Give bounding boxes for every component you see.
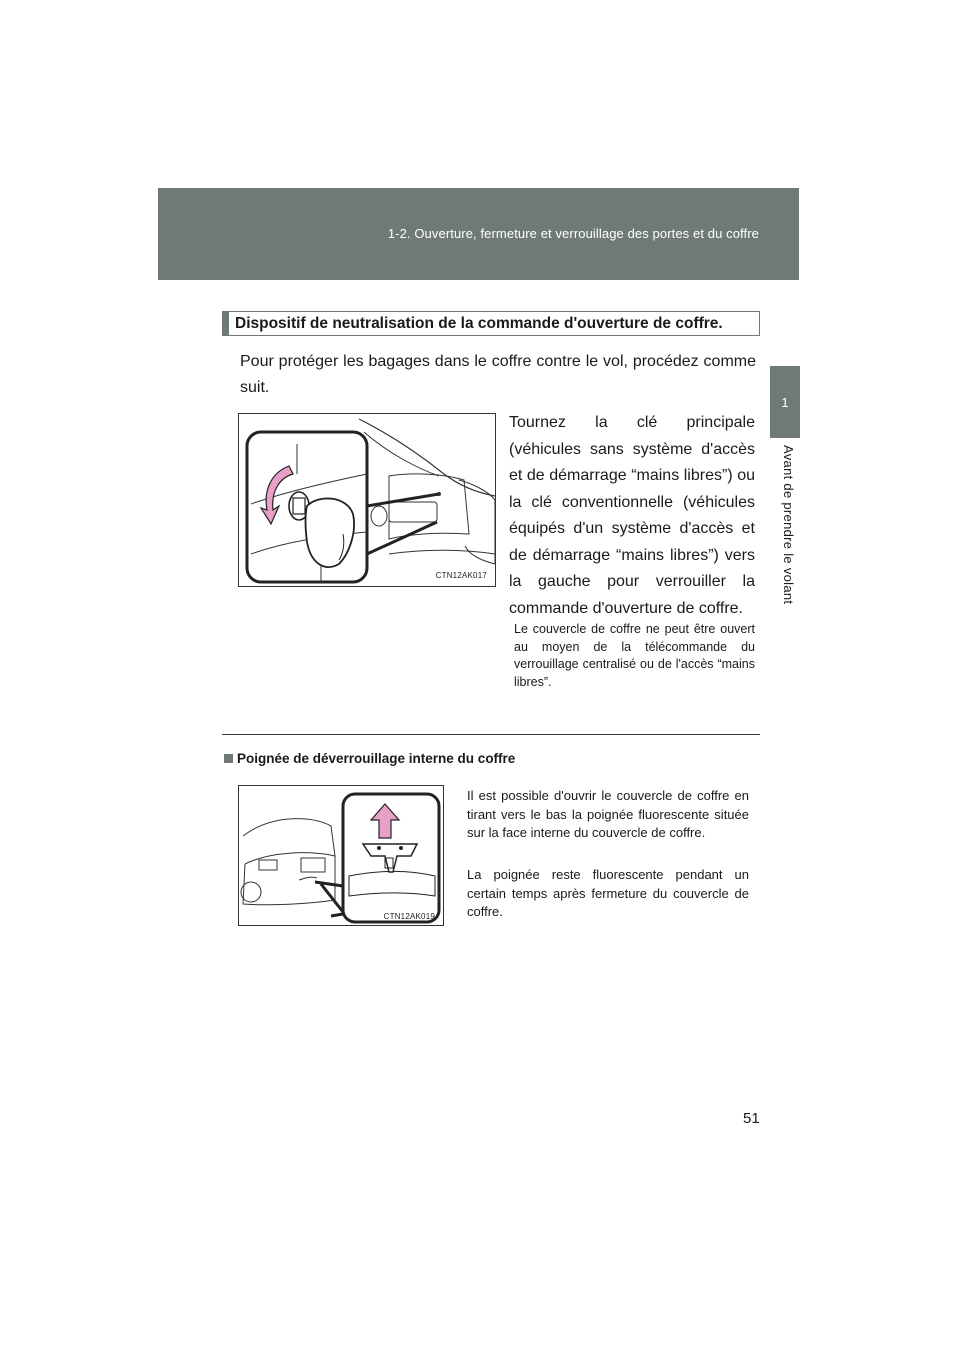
trunk-key-illustration: [238, 413, 496, 587]
handle-paragraph-1: Il est possible d'ouvrir le couvercle de coffre en tirant vers le bas la poignée fluorescente située sur la face interne du couvercle de coffre.: [467, 788, 749, 840]
figure-code: CTN12AK017: [435, 571, 487, 580]
heading-square-icon: [224, 754, 233, 763]
subsection-heading-text: Poignée de déverrouillage interne du coffre: [237, 751, 516, 766]
chapter-tab: [770, 366, 800, 438]
instruction-paragraph: Tournez la clé principale (véhicules sans système d'accès et de démarrage “mains libres”) ou la clé conventionnelle (véhicules équipés d'un système d'accès et de démarrage “mains libres”) vers la gauche pour verrouiller la commande d'ouverture de coffre.: [509, 414, 755, 617]
section-divider: [222, 734, 760, 735]
intro-paragraph: Pour protéger les bagages dans le coffre contre le vol, procédez comme suit.: [240, 353, 756, 396]
note-paragraph: Le couvercle de coffre ne peut être ouvert au moyen de la télécommande du verrouillage centralisé ou de l'accès “mains libres”.: [514, 622, 755, 689]
handle-paragraph-2: La poignée reste fluorescente pendant un certain temps après fermeture du couvercle de coffre.: [467, 867, 749, 919]
release-handle-drawing: [239, 786, 443, 925]
heading-bar: [223, 312, 229, 335]
header-band: [158, 188, 799, 280]
section-title: 1-2. Ouverture, fermeture et verrouillage des portes et du coffre: [387, 226, 759, 241]
chapter-number: 1: [781, 395, 789, 410]
section-heading-text: Dispositif de neutralisation de la commande d'ouverture de coffre.: [235, 315, 723, 332]
section-heading: [222, 311, 760, 336]
subsection-heading: [224, 751, 515, 766]
page-number: 51: [743, 1110, 760, 1127]
release-handle-illustration: [238, 785, 444, 926]
trunk-key-drawing: [239, 414, 495, 586]
chapter-title: Avant de prendre le volant: [781, 445, 796, 605]
figure-code-2: CTN12AK019: [383, 912, 435, 921]
